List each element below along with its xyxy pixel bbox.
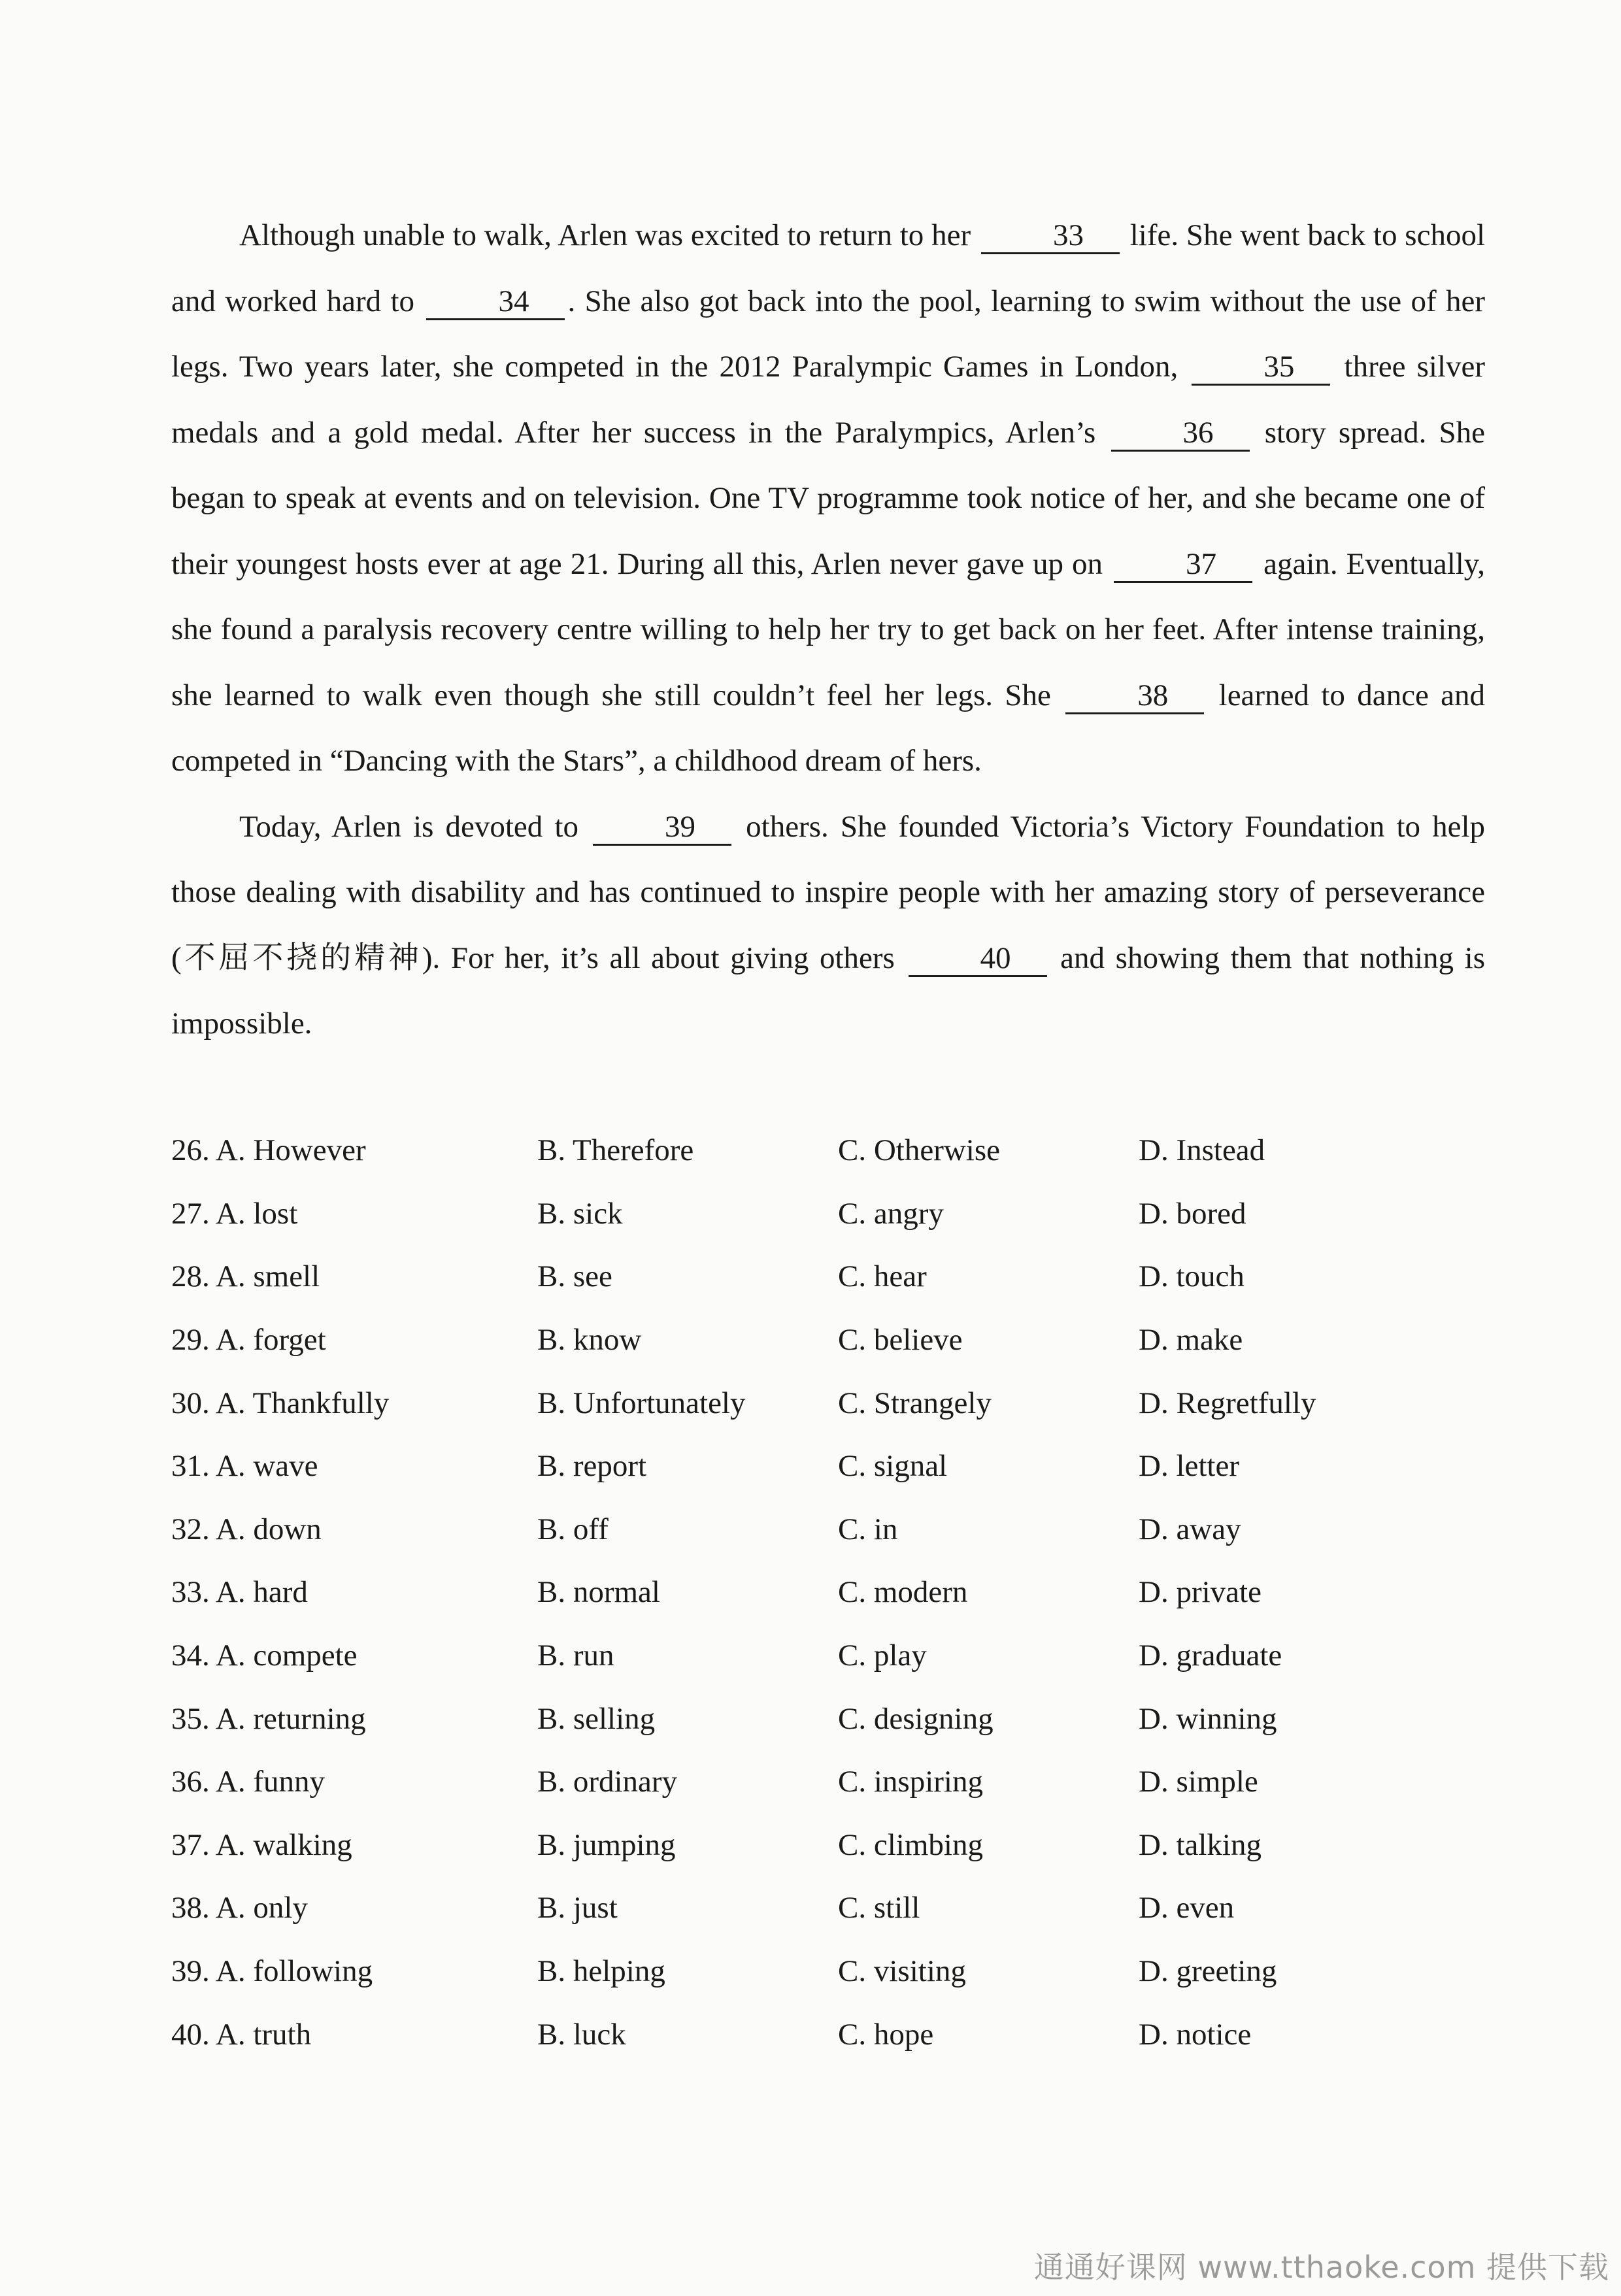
option-d: D. letter bbox=[1139, 1449, 1239, 1484]
option-c: C. Strangely bbox=[838, 1386, 992, 1420]
option-row-34 bbox=[171, 1624, 1413, 1688]
passage-paragraph-1 bbox=[171, 203, 1485, 794]
option-row-26 bbox=[171, 1119, 1413, 1182]
option-row-28 bbox=[171, 1245, 1413, 1308]
option-d: D. bored bbox=[1139, 1196, 1246, 1231]
option-c: C. still bbox=[838, 1891, 920, 1925]
option-d: D. away bbox=[1139, 1512, 1241, 1546]
option-d: D. even bbox=[1139, 1891, 1235, 1925]
blank-35: 35 bbox=[1192, 350, 1330, 386]
option-a: 35. A. returning bbox=[171, 1701, 366, 1736]
option-c: C. signal bbox=[838, 1449, 948, 1484]
option-c: C. believe bbox=[838, 1323, 963, 1357]
passage-paragraph-2 bbox=[171, 794, 1485, 1057]
option-d: D. private bbox=[1139, 1575, 1262, 1610]
option-a: 33. A. hard bbox=[171, 1575, 308, 1610]
option-c: C. hope bbox=[838, 2017, 934, 2052]
option-b: B. run bbox=[537, 1639, 614, 1673]
option-d: D. simple bbox=[1139, 1765, 1258, 1799]
passage-text: three silver medals and a gold medal. After her success in the Paralympics, Arlen’s bbox=[171, 350, 1486, 450]
site-watermark: 通通好课网 www.tthaoke.com 提供下载 bbox=[1033, 2250, 1609, 2285]
passage-text: life. She went back to school and worked hard to bbox=[171, 218, 1486, 318]
option-a: 26. A. However bbox=[171, 1133, 366, 1168]
option-d: D. Instead bbox=[1139, 1133, 1265, 1168]
blank-37: 37 bbox=[1114, 547, 1252, 583]
option-row-32 bbox=[171, 1498, 1413, 1561]
option-b: B. report bbox=[537, 1449, 647, 1484]
option-b: B. off bbox=[537, 1512, 609, 1546]
option-b: B. just bbox=[537, 1891, 618, 1925]
option-row-33 bbox=[171, 1561, 1413, 1624]
option-b: B. sick bbox=[537, 1196, 623, 1231]
option-a: 29. A. forget bbox=[171, 1323, 326, 1357]
option-c: C. Otherwise bbox=[838, 1133, 1001, 1168]
blank-36: 36 bbox=[1111, 416, 1250, 452]
option-c: C. climbing bbox=[838, 1827, 983, 1862]
option-b: B. Therefore bbox=[537, 1133, 694, 1168]
option-a: 32. A. down bbox=[171, 1512, 322, 1546]
option-a: 36. A. funny bbox=[171, 1765, 325, 1799]
option-b: B. normal bbox=[537, 1575, 660, 1610]
option-a: 39. A. following bbox=[171, 1954, 373, 1989]
option-c: C. hear bbox=[838, 1259, 927, 1294]
option-a: 30. A. Thankfully bbox=[171, 1386, 390, 1420]
option-d: D. graduate bbox=[1139, 1639, 1282, 1673]
option-c: C. in bbox=[838, 1512, 898, 1546]
passage-text: again. Eventually, she found a paralysis recovery centre willing to help her try to get back on her feet. After intense training, she learned to walk even though she still couldn’t feel her legs. She bbox=[171, 546, 1486, 712]
option-c: C. visiting bbox=[838, 1954, 966, 1989]
blank-33: 33 bbox=[981, 218, 1120, 254]
option-a: 28. A. smell bbox=[171, 1259, 320, 1294]
option-c: C. designing bbox=[838, 1701, 994, 1736]
option-a: 34. A. compete bbox=[171, 1639, 358, 1673]
option-a: 31. A. wave bbox=[171, 1449, 318, 1484]
blank-40: 40 bbox=[909, 941, 1047, 977]
passage-text: story spread. She began to speak at events and on television. One TV programme took notice of her, and she became one of their youngest hosts ever at age 21. During all this, Arlen never gave up on bbox=[171, 415, 1486, 581]
option-b: B. ordinary bbox=[537, 1765, 678, 1799]
option-b: B. selling bbox=[537, 1701, 656, 1736]
option-b: B. Unfortunately bbox=[537, 1386, 746, 1420]
option-d: D. Regretfully bbox=[1139, 1386, 1316, 1420]
option-row-29 bbox=[171, 1308, 1413, 1372]
passage-text: others. She founded Victoria’s Victory Foundation to help those dealing with disability and has continued to inspire people with her amazing story of perseverance (不屈不挠的精神). For her, it’s all about giving others bbox=[171, 809, 1486, 975]
option-b: B. see bbox=[537, 1259, 612, 1294]
blank-34: 34 bbox=[426, 284, 565, 320]
option-row-36 bbox=[171, 1750, 1413, 1814]
option-d: D. talking bbox=[1139, 1827, 1262, 1862]
option-c: C. angry bbox=[838, 1196, 944, 1231]
option-row-38 bbox=[171, 1876, 1413, 1940]
passage-text: . She also got back into the pool, learning to swim without the use of her legs. Two years later, she competed in the 2012 Paralympic Games in London, bbox=[171, 284, 1486, 384]
answer-options bbox=[171, 1119, 1413, 2066]
option-b: B. helping bbox=[537, 1954, 665, 1989]
option-b: B. jumping bbox=[537, 1827, 676, 1862]
passage-text: learned to dance and competed in “Dancing with the Stars”, a childhood dream of hers. bbox=[171, 678, 1486, 778]
option-row-31 bbox=[171, 1435, 1413, 1498]
option-c: C. play bbox=[838, 1639, 927, 1673]
option-b: B. know bbox=[537, 1323, 642, 1357]
option-d: D. touch bbox=[1139, 1259, 1245, 1294]
option-row-35 bbox=[171, 1687, 1413, 1750]
passage-text: and showing them that nothing is impossible. bbox=[171, 940, 1486, 1040]
passage-text: Today, Arlen is devoted to bbox=[239, 809, 578, 844]
option-d: D. notice bbox=[1139, 2017, 1252, 2052]
blank-38: 38 bbox=[1065, 678, 1204, 714]
option-row-30 bbox=[171, 1371, 1413, 1435]
option-a: 40. A. truth bbox=[171, 2017, 312, 2052]
option-a: 37. A. walking bbox=[171, 1827, 352, 1862]
passage-text: Although unable to walk, Arlen was excited to return to her bbox=[239, 218, 971, 252]
option-row-27 bbox=[171, 1182, 1413, 1246]
option-c: C. modern bbox=[838, 1575, 968, 1610]
blank-39: 39 bbox=[593, 810, 731, 846]
cloze-passage bbox=[171, 203, 1485, 1057]
option-b: B. luck bbox=[537, 2017, 626, 2052]
option-a: 27. A. lost bbox=[171, 1196, 298, 1231]
option-d: D. make bbox=[1139, 1323, 1243, 1357]
option-row-39 bbox=[171, 1940, 1413, 2003]
option-d: D. winning bbox=[1139, 1701, 1277, 1736]
option-row-40 bbox=[171, 2003, 1413, 2066]
option-a: 38. A. only bbox=[171, 1891, 308, 1925]
option-d: D. greeting bbox=[1139, 1954, 1277, 1989]
option-c: C. inspiring bbox=[838, 1765, 983, 1799]
option-row-37 bbox=[171, 1814, 1413, 1877]
